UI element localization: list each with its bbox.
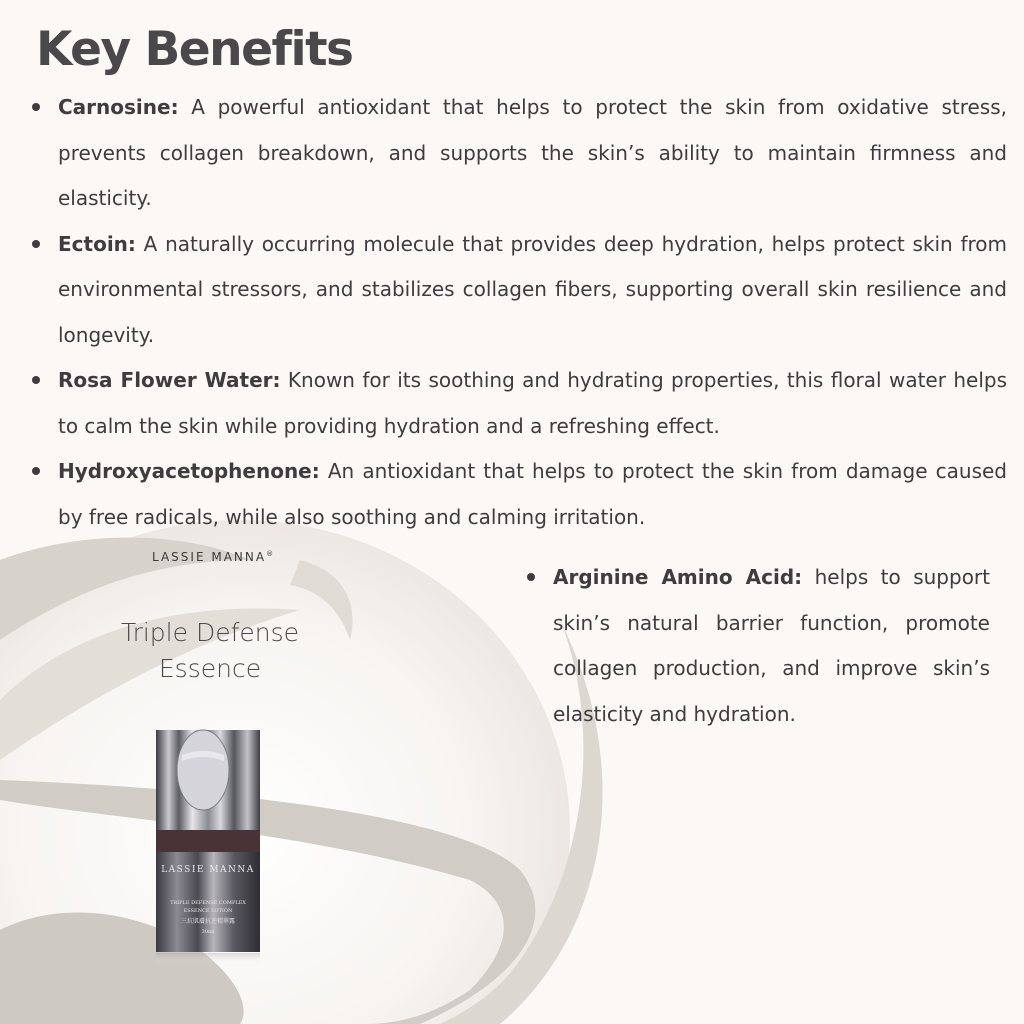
benefit-text: A naturally occurring molecule that provides deep hydration, helps protect skin from environmental stressors, and stabilizes collagen fibers, supporting overall skin resilience and longevity.: [58, 231, 1007, 347]
benefit-item-arginine: [525, 555, 990, 737]
benefits-list: [30, 85, 1007, 540]
benefit-term: Rosa Flower Water:: [58, 368, 281, 392]
page-title: Key Benefits: [36, 22, 353, 77]
benefit-text: A powerful antioxidant that helps to protect the skin from oxidative stress, prevents collagen breakdown, and supports the skin’s ability to maintain firmness and elasticity.: [58, 95, 1007, 210]
brand-name: LASSIE MANNA: [152, 550, 267, 564]
benefit-item-carnosine: [30, 85, 1007, 222]
bottle-volume: 30ml: [201, 929, 215, 935]
product-name: [90, 615, 330, 687]
bullet-icon: [32, 376, 40, 384]
side-benefits-list: [525, 555, 990, 737]
bottle-line-2: ESSENCE LOTION: [183, 908, 233, 914]
bottle-line-1: TRIPLE DEFENSE COMPLEX: [170, 900, 246, 906]
product-name-line-2: Essence: [158, 654, 262, 683]
bullet-icon: [527, 573, 535, 581]
benefit-item-hydroxyacetophenone: [30, 449, 1007, 540]
bullet-icon: [32, 467, 40, 475]
benefit-term: Carnosine:: [58, 95, 179, 119]
product-name-line-1: Triple Defense: [120, 618, 300, 647]
bottle-line-3: 三抗肌膚抗逆精華露: [180, 918, 235, 925]
benefit-text: Known for its soothing and hydrating properties, this floral water helps to calm the skin while providing hydration and a refreshing effect.: [58, 368, 1007, 438]
brand-logo-text: [152, 550, 273, 564]
benefit-term: Hydroxyacetophenone:: [58, 459, 320, 483]
registered-mark: ®: [266, 550, 274, 558]
benefit-term: Ectoin:: [58, 231, 136, 256]
benefit-term: Arginine Amino Acid:: [553, 565, 803, 589]
bottle-brand-label: LASSIE MANNA: [161, 865, 255, 875]
product-bottle-image: [148, 725, 268, 965]
benefit-text: An antioxidant that helps to protect the skin from damage caused by free radicals, while also soothing and calming irritation.: [58, 459, 1007, 529]
bullet-icon: [32, 240, 40, 248]
benefit-item-rosa-flower-water: [30, 358, 1007, 449]
benefit-item-ectoin: [30, 222, 1007, 359]
bullet-icon: [32, 103, 40, 111]
benefit-text: helps to support skin’s natural barrier function, promote collagen production, and improve skin’s elasticity and hydration.: [553, 565, 990, 726]
